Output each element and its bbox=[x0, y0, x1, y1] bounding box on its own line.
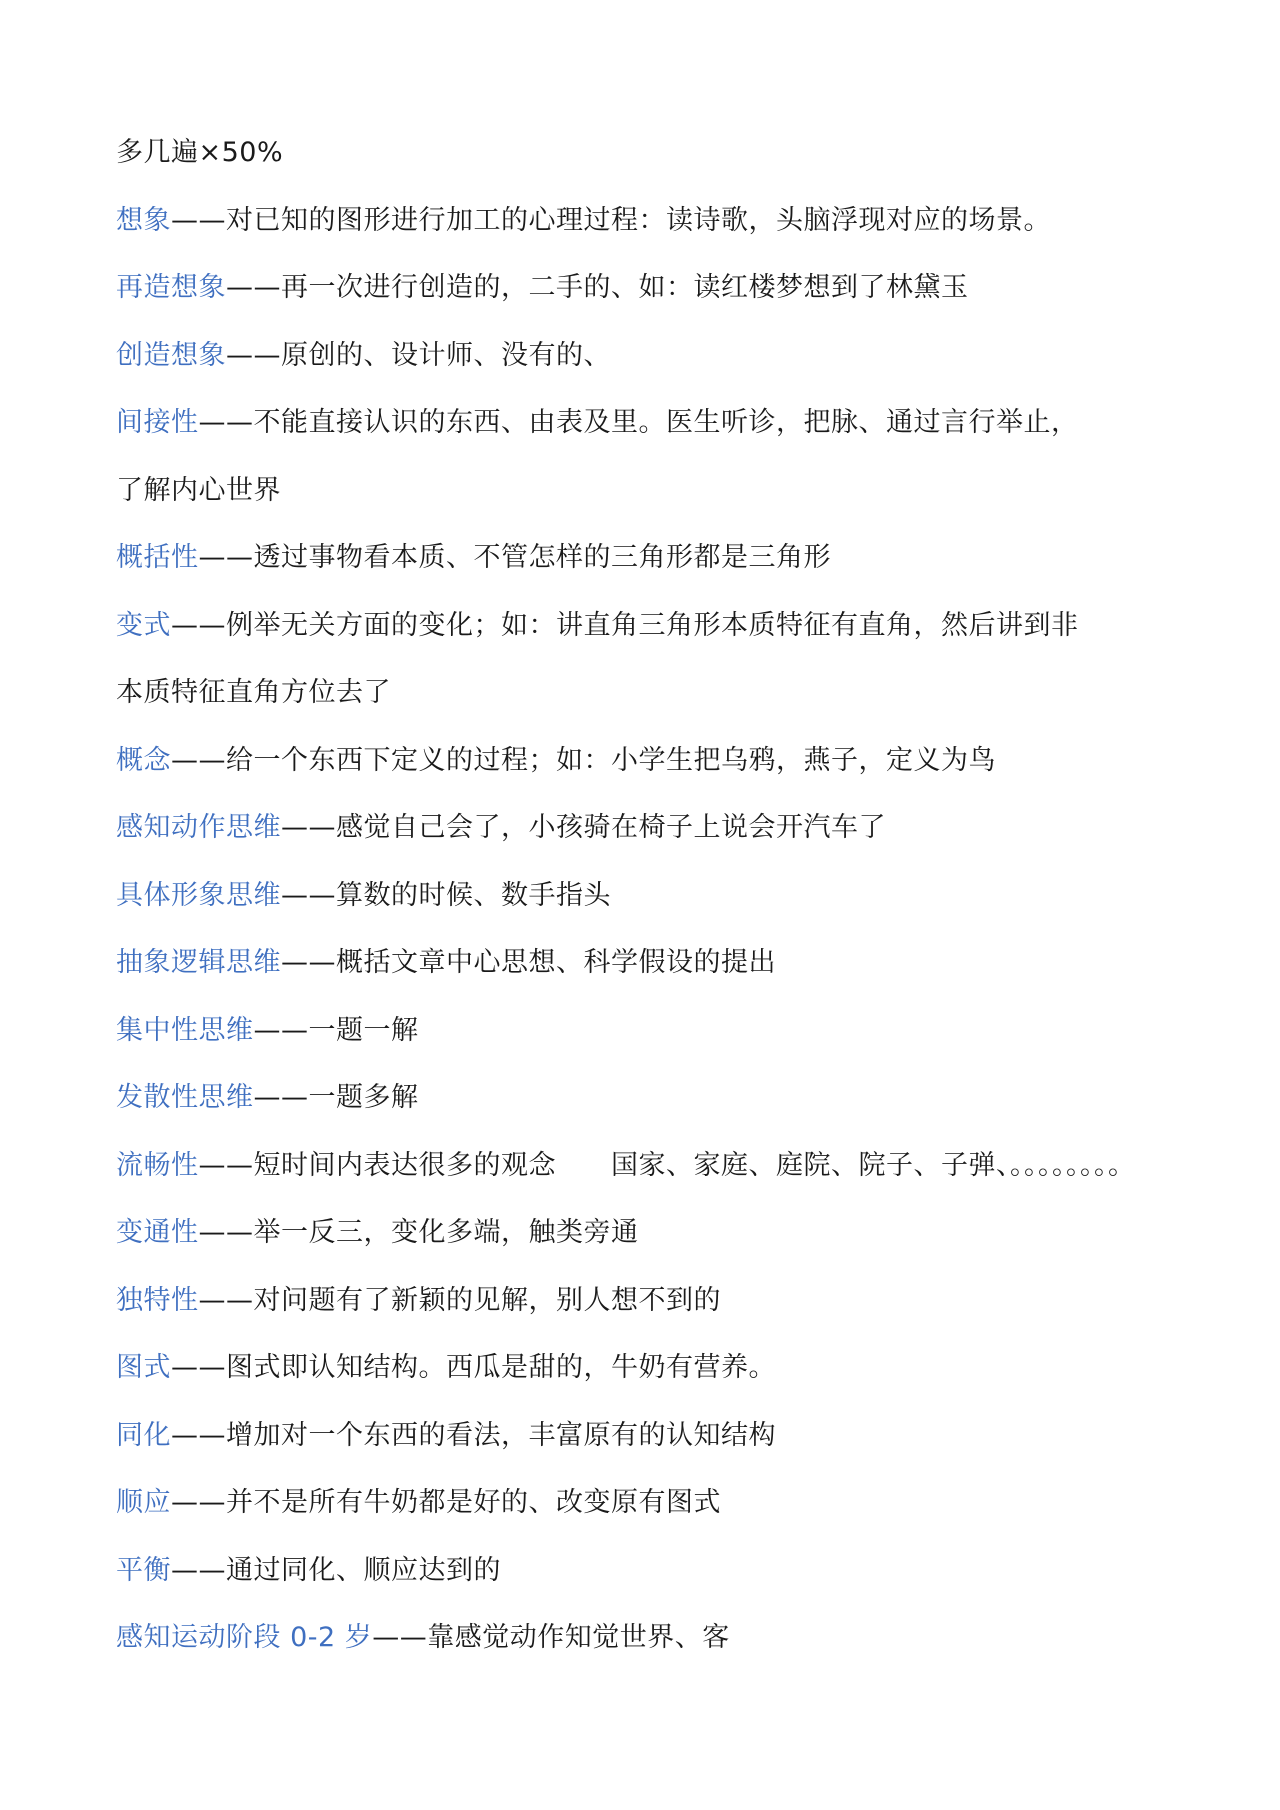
note-text: ——举一反三，变化多端，触类旁通 bbox=[198, 1217, 639, 1248]
note-term: 同化 bbox=[116, 1419, 171, 1451]
note-term: 概念 bbox=[116, 744, 171, 776]
note-line bbox=[116, 1478, 1180, 1546]
note-term: 感知运动阶段 0-2 岁 bbox=[116, 1622, 373, 1653]
note-line bbox=[116, 803, 1180, 871]
note-text: ——感觉自己会了，小孩骑在椅子上说会开汽车了 bbox=[281, 812, 886, 843]
note-text: ——对已知的图形进行加工的心理过程：读诗歌，头脑浮现对应的场景。 bbox=[171, 204, 1051, 236]
note-text: 本质特征直角方位去了 bbox=[116, 677, 391, 708]
note-line bbox=[116, 1073, 1180, 1141]
note-text: ——透过事物看本质、不管怎样的三角形都是三角形 bbox=[198, 542, 831, 573]
note-line bbox=[116, 331, 1180, 399]
note-line bbox=[116, 1141, 1180, 1209]
note-term: 流畅性 bbox=[116, 1149, 199, 1181]
note-line bbox=[116, 1208, 1180, 1276]
note-term: 概括性 bbox=[116, 542, 199, 573]
note-term: 抽象逻辑思维 bbox=[116, 947, 281, 978]
note-term: 感知动作思维 bbox=[116, 812, 281, 843]
note-line bbox=[116, 601, 1180, 669]
note-text: ——再一次进行创造的，二手的、如：读红楼梦想到了林黛玉 bbox=[226, 272, 969, 303]
note-term: 再造想象 bbox=[116, 272, 226, 303]
note-text: ——并不是所有牛奶都是好的、改变原有图式 bbox=[171, 1487, 721, 1518]
note-line bbox=[116, 466, 1180, 534]
note-text: 多几遍×50% bbox=[116, 137, 284, 168]
note-text: ——通过同化、顺应达到的 bbox=[171, 1554, 501, 1586]
note-line bbox=[116, 871, 1180, 939]
note-term: 发散性思维 bbox=[116, 1082, 254, 1113]
note-text: ——不能直接认识的东西、由表及里。医生听诊，把脉、通过言行举止， bbox=[198, 407, 1079, 438]
note-term: 独特性 bbox=[116, 1284, 199, 1316]
note-term: 顺应 bbox=[116, 1487, 171, 1518]
note-text: ——对问题有了新颖的见解，别人想不到的 bbox=[198, 1284, 721, 1316]
note-text: ——增加对一个东西的看法，丰富原有的认知结构 bbox=[171, 1419, 776, 1451]
note-term: 变通性 bbox=[116, 1217, 199, 1248]
note-line bbox=[116, 668, 1180, 736]
note-text: ——短时间内表达很多的观念 国家、家庭、庭院、院子、子弹、。。。。。。。。 bbox=[198, 1149, 1136, 1181]
note-line bbox=[116, 128, 1180, 196]
note-line bbox=[116, 196, 1180, 264]
note-text: ——一题一解 bbox=[253, 1014, 419, 1046]
note-line bbox=[116, 1343, 1180, 1411]
note-text: 了解内心世界 bbox=[116, 474, 281, 506]
note-line bbox=[116, 398, 1180, 466]
note-term: 平衡 bbox=[116, 1554, 171, 1586]
note-text: ——例举无关方面的变化；如：讲直角三角形本质特征有直角，然后讲到非 bbox=[171, 609, 1079, 641]
note-text: ——图式即认知结构。西瓜是甜的，牛奶有营养。 bbox=[171, 1352, 776, 1383]
note-text: ——原创的、设计师、没有的、 bbox=[226, 339, 611, 371]
note-text: ——给一个东西下定义的过程；如：小学生把乌鸦，燕子，定义为鸟 bbox=[171, 744, 996, 776]
note-line bbox=[116, 533, 1180, 601]
note-term: 具体形象思维 bbox=[116, 879, 281, 911]
note-term: 间接性 bbox=[116, 407, 199, 438]
note-line bbox=[116, 1546, 1180, 1614]
note-term: 想象 bbox=[116, 204, 171, 236]
note-text: ——概括文章中心思想、科学假设的提出 bbox=[281, 947, 776, 978]
note-line bbox=[116, 1006, 1180, 1074]
note-term: 创造想象 bbox=[116, 339, 226, 371]
notes-body bbox=[116, 128, 1180, 1681]
note-term: 集中性思维 bbox=[116, 1014, 254, 1046]
note-line bbox=[116, 938, 1180, 1006]
note-term: 变式 bbox=[116, 609, 171, 641]
note-line bbox=[116, 1411, 1180, 1479]
note-line bbox=[116, 736, 1180, 804]
note-term: 图式 bbox=[116, 1352, 171, 1383]
note-line bbox=[116, 1613, 1180, 1681]
note-text: ——靠感觉动作知觉世界、客 bbox=[372, 1622, 730, 1653]
note-line bbox=[116, 263, 1180, 331]
note-line bbox=[116, 1276, 1180, 1344]
note-text: ——算数的时候、数手指头 bbox=[281, 879, 611, 911]
note-text: ——一题多解 bbox=[253, 1082, 419, 1113]
